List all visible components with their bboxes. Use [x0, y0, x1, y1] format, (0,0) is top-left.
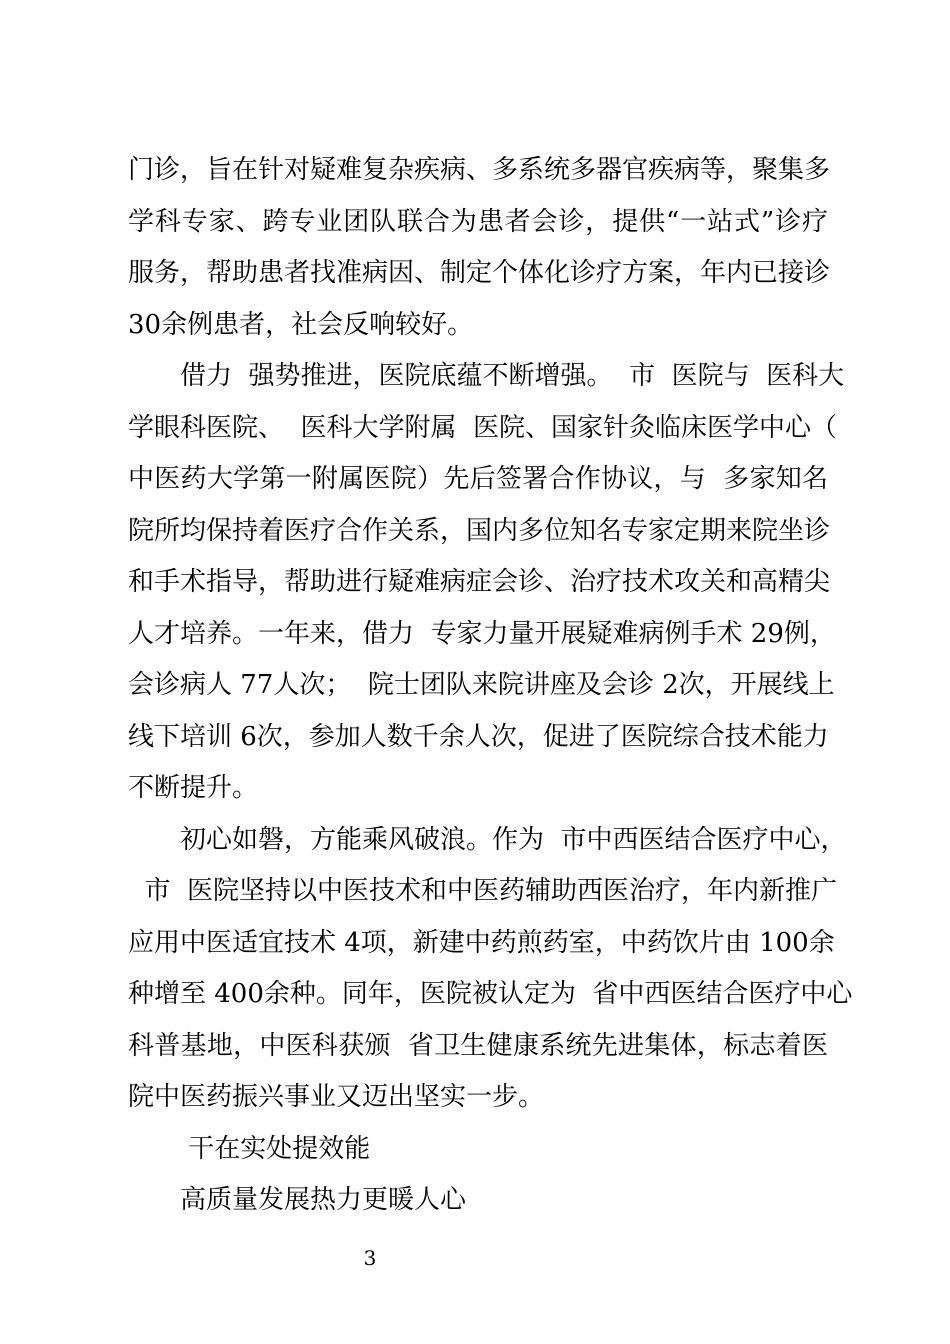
text-line: 院所均保持着医疗合作关系，国内多位知名专家定期来院坐诊	[128, 515, 831, 546]
text-line: 中医药大学第一附属医院）先后签署合作协议，与 多家知名	[128, 464, 828, 494]
page-number: 3	[363, 1246, 377, 1270]
text-line: 30余例患者，社会反响较好。	[128, 309, 474, 340]
text-line: 借力 强势推进，医院底蕴不断增强。 市 医院与 医科大	[180, 361, 845, 391]
text-line: 初心如磐，方能乘风破浪。作为 市中西医结合医疗中心，	[180, 824, 847, 855]
text-line: 线下培训 6次，参加人数千余人次，促进了医院综合技术能力	[128, 721, 829, 752]
text-line: 人才培养。一年来，借力 专家力量开展疑难病例手术 29例，	[128, 618, 836, 649]
body-text	[128, 148, 853, 1230]
text-line: 科普基地，中医科获颁 省卫生健康系统先进集体，标志着医	[128, 1030, 828, 1061]
text-line: 服务，帮助患者找准病因、制定个体化诊疗方案，年内已接诊	[128, 258, 831, 288]
text-line: 和手术指导，帮助进行疑难病症会诊、治疗技术攻关和高精尖	[128, 567, 831, 597]
text-line: 种增至 400余种。同年，医院被认定为 省中西医结合医疗中心	[128, 979, 853, 1009]
section-heading: 高质量发展热力更暖人心	[180, 1185, 467, 1215]
text-line: 市 医院坚持以中医技术和中医药辅助西医治疗，年内新推广	[128, 876, 838, 906]
section-heading: 干在实处提效能	[180, 1133, 371, 1164]
text-line: 应用中医适宜技术 4项，新建中药煎药室，中药饮片由 100余	[128, 927, 835, 958]
text-line: 学科专家、跨专业团队联合为患者会诊，提供“一站式”诊疗	[128, 206, 828, 237]
text-line: 院中医药振兴事业又迈出坚实一步。	[128, 1082, 545, 1112]
text-line: 学眼科医院、 医科大学附属 医院、国家针灸临床医学中心（	[128, 412, 838, 443]
text-line: 会诊病人 77人次； 院士团队来院讲座及会诊 2次，开展线上	[128, 670, 835, 700]
text-line: 不断提升。	[128, 773, 259, 803]
text-line: 门诊，旨在针对疑难复杂疾病、多系统多器官疾病等，聚集多	[128, 155, 831, 185]
